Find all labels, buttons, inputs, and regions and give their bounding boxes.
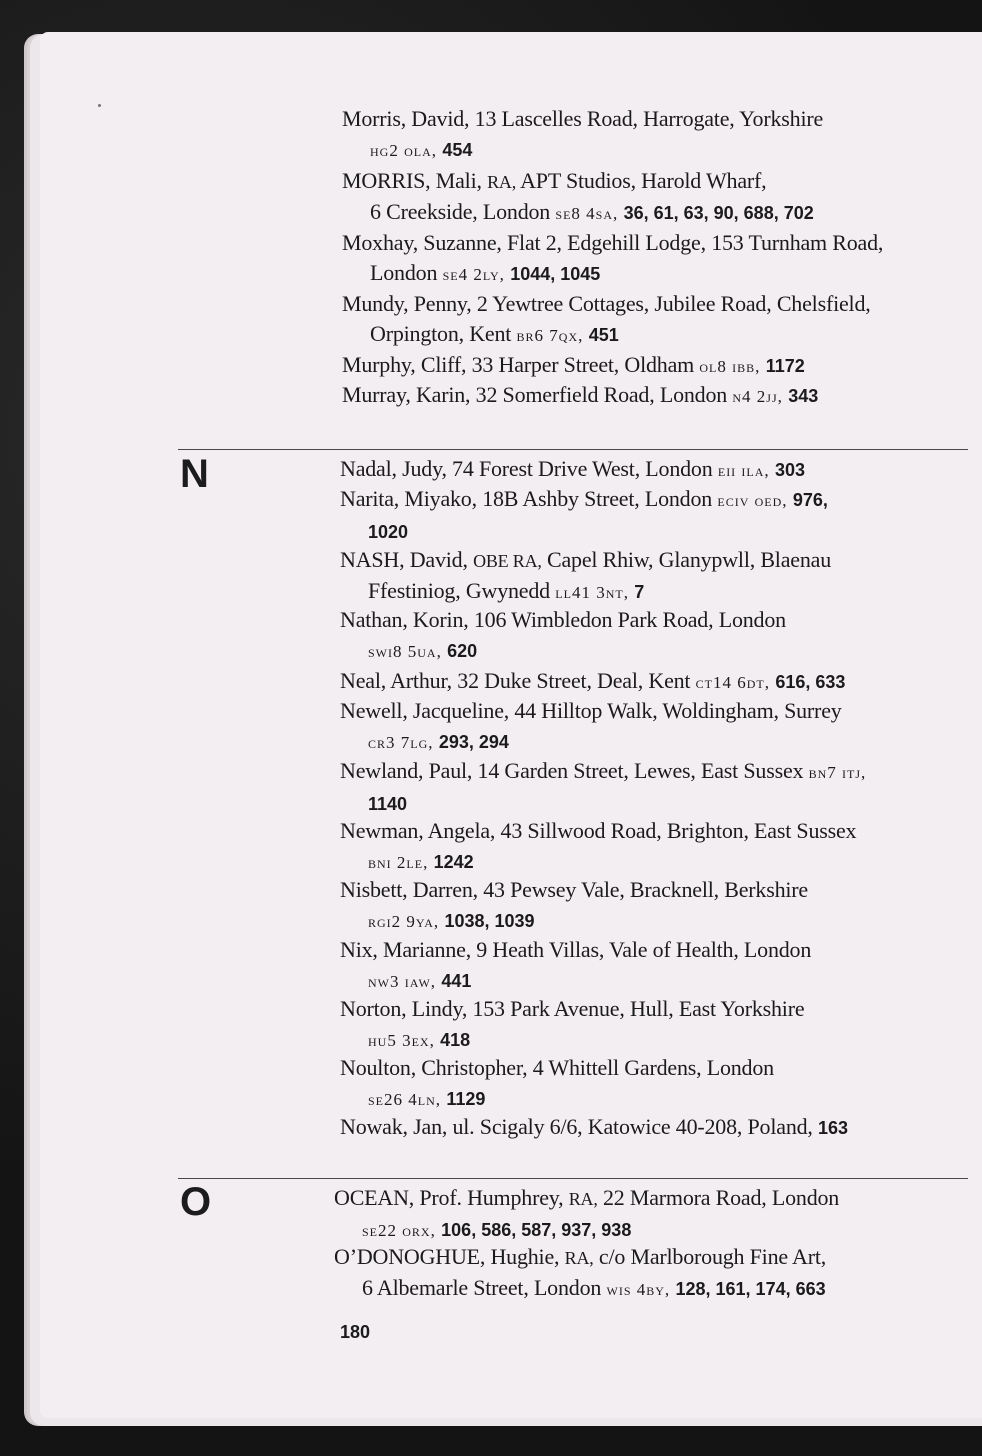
index-entry — [342, 228, 962, 290]
entry-text: Newman, Angela, 43 Sillwood Road, Brighton, East Sussex — [340, 818, 857, 843]
index-entry — [340, 454, 960, 486]
entry-text: Murphy, Cliff, 33 Harper Street, Oldham — [342, 352, 695, 377]
entry-text: Newell, Jacqueline, 44 Hilltop Walk, Woldingham, Surrey — [340, 698, 842, 723]
postcode: hu5 3ex, — [368, 1031, 435, 1050]
catalogue-numbers: 163 — [818, 1118, 849, 1138]
catalogue-numbers: 620 — [447, 641, 478, 661]
entry-text: Ffestiniog, Gwynedd — [368, 578, 550, 603]
entry-text: Narita, Miyako, 18B Ashby Street, London — [340, 486, 713, 511]
entry-text: 6 Albemarle Street, London — [362, 1275, 602, 1300]
catalogue-numbers: 976, — [792, 490, 828, 510]
index-entry — [334, 1242, 954, 1305]
index-entry — [334, 1183, 954, 1246]
catalogue-numbers: 1038, 1039 — [444, 911, 535, 931]
index-entry — [340, 935, 960, 997]
postcode: wis 4by, — [606, 1280, 671, 1299]
postcode: swi8 5ua, — [368, 642, 442, 661]
section-divider — [178, 1178, 968, 1179]
postcode: eciv oed, — [717, 491, 788, 510]
catalogue-numbers: 128, 161, 174, 663 — [675, 1279, 826, 1299]
section-letter-n: N — [180, 452, 209, 496]
page-speck — [98, 104, 101, 107]
postcode: ct14 6dt, — [695, 673, 771, 692]
postcode: se22 orx, — [362, 1221, 436, 1240]
catalogue-numbers: 1044, 1045 — [510, 264, 601, 284]
entry-text: 22 Marmora Road, London — [602, 1185, 840, 1210]
index-entry — [340, 1053, 960, 1115]
catalogue-numbers: 1020 — [368, 522, 409, 542]
postcode: rgi2 9ya, — [368, 912, 440, 931]
catalogue-numbers: 451 — [588, 325, 619, 345]
index-entry: MORRIS, Mali, RA, APT Studios, Harold Wharf, 6 Creekside, London se8 4sa, 36, 61, 63, 90, 688, 702 — [342, 168, 814, 224]
postcode: nw3 iaw, — [368, 972, 437, 991]
index-entry — [340, 605, 960, 667]
entry-text: c/o Marlborough Fine Art, — [598, 1244, 827, 1269]
ra-title: RA, — [568, 1189, 598, 1209]
entry-text: Capel Rhiw, Glanypwll, Blaenau — [547, 547, 832, 572]
index-entry — [342, 380, 962, 412]
postcode: se8 4sa, — [555, 204, 619, 223]
catalogue-numbers: 616, 633 — [775, 672, 846, 692]
entry-text: Orpington, Kent — [370, 321, 512, 346]
entry-text: Nisbett, Darren, 43 Pewsey Vale, Bracknell, Berkshire — [340, 877, 808, 902]
postcode: eii ila, — [717, 461, 770, 480]
entry-text: Noulton, Christopher, 4 Whittell Gardens, London — [340, 1055, 774, 1080]
index-entry — [340, 484, 960, 547]
index-entry — [342, 104, 962, 166]
postcode: ll41 3nt, — [555, 583, 629, 602]
index-entry — [340, 696, 960, 758]
catalogue-numbers: 454 — [442, 140, 473, 160]
entry-text: Nix, Marianne, 9 Heath Villas, Vale of Health, London — [340, 937, 812, 962]
index-entry — [340, 666, 960, 698]
ra-title: RA, — [487, 172, 517, 192]
entry-text: OCEAN, Prof. Humphrey, — [334, 1185, 564, 1210]
entry-text: London — [370, 260, 438, 285]
ra-title: OBE RA, — [473, 551, 542, 571]
entry-text: Murray, Karin, 32 Somerfield Road, London — [342, 382, 728, 407]
index-entry — [342, 289, 962, 351]
index-entry — [340, 1112, 960, 1143]
catalogue-numbers: 36, 61, 63, 90, 688, 702 — [623, 203, 814, 223]
section-letter-o: O — [180, 1180, 212, 1224]
catalogue-numbers: 293, 294 — [438, 732, 509, 752]
ra-title: RA, — [564, 1248, 594, 1268]
index-entry — [342, 350, 962, 382]
postcode: se4 2ly, — [442, 265, 505, 284]
index-entry — [340, 545, 960, 608]
entry-text: Neal, Arthur, 32 Duke Street, Deal, Kent — [340, 668, 691, 693]
entry-text: NASH, David, — [340, 547, 468, 572]
catalogue-numbers: 1140 — [368, 794, 408, 814]
postcode: hg2 ola, — [370, 141, 437, 160]
catalogue-numbers: 1172 — [765, 356, 805, 376]
postcode: n4 2jj, — [732, 387, 783, 406]
postcode: se26 4ln, — [368, 1090, 441, 1109]
entry-text: Morris, David, 13 Lascelles Road, Harrogate, Yorkshire — [342, 106, 824, 131]
entry-text: Norton, Lindy, 153 Park Avenue, Hull, East Yorkshire — [340, 996, 805, 1021]
catalogue-numbers: 7 — [634, 582, 645, 602]
catalogue-numbers: 1242 — [433, 852, 474, 872]
catalogue-numbers: 1129 — [446, 1089, 486, 1109]
entry-text: 6 Creekside, London — [370, 199, 551, 224]
entry-text: Newland, Paul, 14 Garden Street, Lewes, East Sussex — [340, 758, 804, 783]
entry-text: Nowak, Jan, ul. Scigaly 6/6, Katowice 40-208, Poland, — [340, 1114, 813, 1139]
entry-text: Mundy, Penny, 2 Yewtree Cottages, Jubilee Road, Chelsfield, — [342, 291, 871, 316]
catalogue-numbers: 106, 586, 587, 937, 938 — [441, 1220, 632, 1240]
index-entry — [340, 994, 960, 1056]
postcode: br6 7qx, — [516, 326, 584, 345]
index-entry — [340, 875, 960, 937]
section-divider — [178, 449, 968, 450]
postcode: bni 2le, — [368, 853, 429, 872]
catalogue-numbers: 441 — [441, 971, 472, 991]
entry-text: Nadal, Judy, 74 Forest Drive West, London — [340, 456, 713, 481]
entry-text: Moxhay, Suzanne, Flat 2, Edgehill Lodge, 153 Turnham Road, — [342, 230, 884, 255]
postcode: bn7 itj, — [808, 763, 867, 782]
catalogue-numbers: 343 — [788, 386, 819, 406]
catalogue-numbers: 303 — [775, 460, 806, 480]
entry-text: Nathan, Korin, 106 Wimbledon Park Road, London — [340, 607, 786, 632]
index-entry — [340, 816, 960, 878]
entry-text: O’DONOGHUE, Hughie, — [334, 1244, 560, 1269]
page-number: 180 — [340, 1322, 371, 1342]
postcode: cr3 7lg, — [368, 733, 434, 752]
index-entry — [340, 756, 960, 819]
catalogue-numbers: 418 — [440, 1030, 471, 1050]
postcode: ol8 ibb, — [699, 357, 761, 376]
